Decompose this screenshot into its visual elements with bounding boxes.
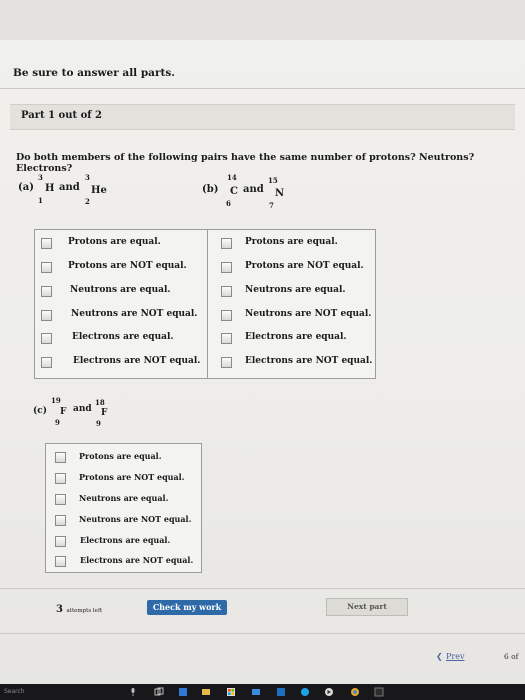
option-label: Electrons are equal.: [72, 332, 174, 342]
checkbox[interactable]: [221, 286, 232, 297]
pair-c-second-mass: 18: [95, 398, 105, 407]
task-view-icon[interactable]: [154, 687, 164, 697]
checkbox[interactable]: [221, 262, 232, 273]
chevron-left-icon[interactable]: ❮: [436, 652, 443, 661]
option-label: Electrons are equal.: [245, 332, 347, 342]
pair-a-second-atomic: 2: [85, 197, 90, 206]
app-icon[interactable]: [276, 687, 286, 697]
divider: [0, 88, 525, 89]
pair-a-second-symbol: He: [91, 185, 107, 196]
checkbox[interactable]: [55, 452, 66, 463]
option-label: Neutrons are NOT equal.: [71, 309, 198, 319]
checkbox[interactable]: [221, 238, 232, 249]
option-label: Neutrons are NOT equal.: [245, 309, 372, 319]
checkbox[interactable]: [55, 536, 66, 547]
checkbox[interactable]: [41, 357, 52, 368]
check-my-work-button[interactable]: Check my work: [147, 600, 227, 615]
pair-b-conj: and: [243, 184, 264, 195]
divider: [0, 633, 525, 634]
next-part-button[interactable]: Next part: [326, 598, 408, 616]
taskbar: [0, 684, 525, 700]
checkbox[interactable]: [55, 473, 66, 484]
taskbar-search[interactable]: Search: [4, 688, 25, 695]
options-box-c: [45, 443, 202, 573]
checkbox[interactable]: [41, 286, 52, 297]
pair-c-first-mass: 19: [51, 396, 61, 405]
chrome-icon[interactable]: [350, 687, 360, 697]
pair-c-first-symbol: F: [60, 407, 67, 417]
top-bar: [0, 0, 525, 40]
pair-b-second-mass: 15: [268, 176, 278, 185]
checkbox[interactable]: [55, 556, 66, 567]
option-label: Protons are equal.: [68, 237, 161, 247]
pair-c-second-symbol: F: [101, 408, 108, 418]
option-b-4[interactable]: [215, 308, 375, 326]
option-c-1[interactable]: [46, 450, 201, 468]
file-explorer-icon[interactable]: [201, 687, 211, 697]
option-label: Protons are NOT equal.: [245, 261, 364, 271]
checkbox[interactable]: [41, 238, 52, 249]
part-header: [10, 104, 515, 130]
page-indicator: 6 of: [504, 652, 519, 661]
mail-icon[interactable]: [251, 687, 261, 697]
checkbox[interactable]: [55, 494, 66, 505]
media-icon[interactable]: [324, 687, 334, 697]
pair-c-conj: and: [73, 404, 92, 414]
option-b-3[interactable]: [215, 284, 375, 302]
pair-b-second-atomic: 7: [269, 201, 274, 210]
part-label: Part 1 out of 2: [21, 110, 102, 121]
option-label: Electrons are NOT equal.: [73, 356, 201, 366]
pair-a-first-atomic: 1: [38, 196, 43, 205]
checkbox[interactable]: [41, 333, 52, 344]
pair-b-first-atomic: 6: [226, 199, 231, 208]
pair-c-second-atomic: 9: [96, 419, 101, 428]
option-b-5[interactable]: [215, 331, 375, 349]
option-c-4[interactable]: [46, 513, 201, 531]
option-c-2[interactable]: [46, 471, 201, 489]
attempts-label: attempts left: [66, 608, 103, 614]
pair-a-conj: and: [59, 182, 80, 193]
option-label: Protons are NOT equal.: [79, 472, 185, 482]
checkbox[interactable]: [221, 357, 232, 368]
option-label: Electrons are NOT equal.: [80, 555, 194, 565]
pair-a-first-mass: 3: [38, 173, 43, 182]
pair-c-letter: (c): [33, 406, 47, 416]
pair-b-letter: (b): [202, 184, 219, 195]
pair-a-first-symbol: H: [45, 183, 55, 194]
option-label: Protons are equal.: [79, 451, 162, 461]
pair-c-first-atomic: 9: [55, 418, 60, 427]
store-icon[interactable]: [226, 687, 236, 697]
option-label: Electrons are equal.: [80, 535, 171, 545]
attempts-count: 3: [56, 604, 63, 615]
microphone-icon[interactable]: [128, 687, 138, 697]
skype-icon[interactable]: [300, 687, 310, 697]
option-label: Protons are equal.: [245, 237, 338, 247]
instructions-text: Be sure to answer all parts.: [13, 67, 175, 79]
checkbox[interactable]: [221, 310, 232, 321]
pair-b-first-symbol: C: [230, 186, 238, 197]
option-label: Protons are NOT equal.: [68, 261, 187, 271]
option-c-3[interactable]: [46, 492, 201, 510]
option-c-6[interactable]: [46, 554, 201, 572]
options-box-ab: [34, 229, 376, 379]
option-label: Neutrons are equal.: [79, 493, 169, 503]
edge-icon[interactable]: [178, 687, 188, 697]
option-label: Neutrons are NOT equal.: [79, 514, 192, 524]
divider: [0, 588, 525, 589]
checkbox[interactable]: [41, 262, 52, 273]
option-c-5[interactable]: [46, 534, 201, 552]
option-label: Neutrons are equal.: [245, 285, 346, 295]
option-b-2[interactable]: [215, 260, 375, 278]
checkbox[interactable]: [41, 310, 52, 321]
option-label: Neutrons are equal.: [70, 285, 171, 295]
option-b-6[interactable]: [215, 355, 375, 373]
question-text: Do both members of the following pairs have the same number of protons? Neutrons? Electrons?: [16, 152, 475, 174]
prev-link[interactable]: Prev: [446, 652, 465, 661]
option-label: Electrons are NOT equal.: [245, 356, 373, 366]
pair-b-first-mass: 14: [227, 173, 237, 182]
app-icon[interactable]: [374, 687, 384, 697]
pair-a-letter: (a): [18, 182, 34, 193]
option-b-1[interactable]: [215, 236, 375, 254]
attempts-remaining: [56, 604, 102, 615]
checkbox[interactable]: [221, 333, 232, 344]
pair-b-second-symbol: N: [275, 188, 285, 199]
pair-a-second-mass: 3: [85, 173, 90, 182]
checkbox[interactable]: [55, 515, 66, 526]
